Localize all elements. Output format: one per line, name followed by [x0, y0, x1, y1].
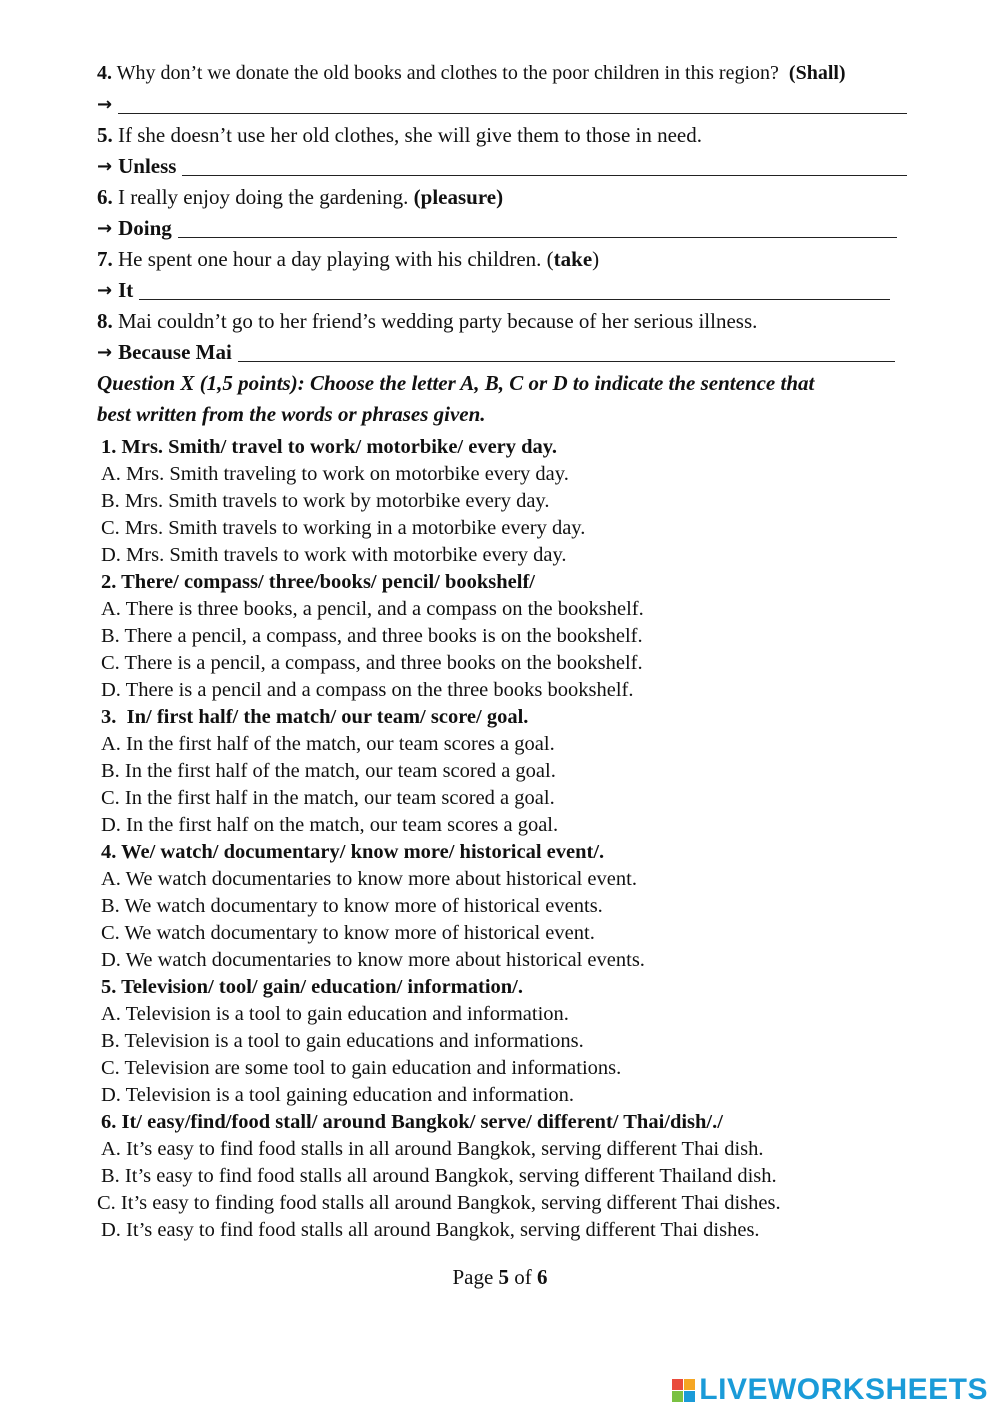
- mc-stem: 3. In/ first half/ the match/ our team/ score/ goal.: [101, 706, 529, 728]
- arrow-icon: →: [97, 218, 113, 239]
- mc-option-d[interactable]: D. In the first half on the match, our team scores a goal.: [101, 814, 559, 836]
- liveworksheets-logo-icon: [672, 1379, 695, 1402]
- mc-option-a[interactable]: A. In the first half of the match, our team scores a goal.: [101, 733, 555, 755]
- page-footer: [0, 1265, 1000, 1290]
- mc-option-b[interactable]: B. Mrs. Smith travels to work by motorbike every day.: [101, 490, 550, 512]
- mc-option-a[interactable]: A. Mrs. Smith traveling to work on motorbike every day.: [101, 463, 569, 485]
- answer-line-6: [97, 213, 897, 244]
- page-label: Page: [452, 1265, 499, 1289]
- mc-question-1: [101, 434, 921, 569]
- answer-lead: Doing: [118, 216, 172, 240]
- item-number: 8.: [97, 309, 113, 333]
- mc-option-d[interactable]: D. There is a pencil and a compass on the three books bookshelf.: [101, 679, 634, 701]
- liveworksheets-brand: [672, 1373, 988, 1407]
- mc-option-d[interactable]: D. We watch documentaries to know more about historical events.: [101, 949, 645, 971]
- mc-stem: 1. Mrs. Smith/ travel to work/ motorbike/ every day.: [101, 436, 558, 458]
- mc-option-c[interactable]: C. There is a pencil, a compass, and three books on the bookshelf.: [101, 652, 643, 674]
- mc-option-d[interactable]: D. It’s easy to find food stalls all around Bangkok, serving different Thai dishes.: [101, 1219, 760, 1241]
- mc-question-3: [101, 704, 921, 839]
- item-text: He spent one hour a day playing with his children. (: [112, 247, 554, 271]
- rewrite-item-4: [97, 58, 907, 89]
- answer-line-8: [97, 337, 895, 368]
- item-text: Mai couldn’t go to her friend’s wedding party because of her serious illness.: [112, 309, 758, 333]
- item-text: If she doesn’t use her old clothes, she will give them to those in need.: [112, 123, 702, 147]
- item-number: 5.: [97, 123, 113, 147]
- item-hint: (pleasure): [413, 185, 504, 209]
- arrow-icon: →: [97, 156, 113, 177]
- mc-option-a[interactable]: A. There is three books, a pencil, and a compass on the bookshelf.: [101, 598, 644, 620]
- mc-option-c[interactable]: C. We watch documentary to know more of historical event.: [101, 922, 595, 944]
- mc-stem: 5. Television/ tool/ gain/ education/ information/.: [101, 976, 524, 998]
- mc-stem: 2. There/ compass/ three/books/ pencil/ bookshelf/: [101, 571, 535, 593]
- mc-question-6: [97, 1109, 921, 1244]
- item-text: I really enjoy doing the gardening.: [112, 185, 409, 209]
- answer-lead: It: [118, 278, 134, 302]
- brand-wordmark: LIVEWORKSHEETS: [699, 1373, 988, 1406]
- answer-blank[interactable]: [178, 237, 897, 238]
- mc-stem: 4. We/ watch/ documentary/ know more/ historical event/.: [101, 841, 605, 863]
- mc-option-c[interactable]: C. In the first half in the match, our team scored a goal.: [101, 787, 555, 809]
- page-of: of: [509, 1265, 538, 1289]
- answer-lead: Unless: [118, 154, 177, 178]
- answer-blank[interactable]: [238, 361, 895, 362]
- mc-option-b[interactable]: B. Television is a tool to gain educations and informations.: [101, 1030, 584, 1052]
- multiple-choice-section: [97, 434, 921, 1244]
- item-text-tail: ): [592, 247, 600, 271]
- answer-blank[interactable]: [182, 175, 907, 176]
- mc-question-2: [101, 569, 921, 704]
- mc-option-d[interactable]: D. Television is a tool gaining education and information.: [101, 1084, 575, 1106]
- question-x-line-2: best written from the words or phrases given.: [97, 402, 486, 426]
- answer-line-5: [97, 151, 907, 182]
- mc-option-b[interactable]: B. We watch documentary to know more of historical events.: [101, 895, 603, 917]
- mc-option-c[interactable]: C. It’s easy to finding food stalls all around Bangkok, serving different Thai dishes.: [97, 1192, 781, 1214]
- page-total: 6: [537, 1265, 548, 1289]
- arrow-icon: →: [97, 280, 113, 301]
- rewrite-item-6: [97, 182, 907, 213]
- item-hint: (Shall): [788, 62, 846, 84]
- mc-option-b[interactable]: B. In the first half of the match, our team scored a goal.: [101, 760, 556, 782]
- mc-option-a[interactable]: A. It’s easy to find food stalls in all around Bangkok, serving different Thai dish.: [101, 1138, 764, 1160]
- item-text: Why don’t we donate the old books and clothes to the poor children in this region?: [112, 62, 779, 84]
- mc-option-c[interactable]: C. Mrs. Smith travels to working in a motorbike every day.: [101, 517, 586, 539]
- question-x-line-1: Question X (1,5 points): Choose the letter A, B, C or D to indicate the sentence that: [97, 371, 815, 395]
- answer-lead: Because Mai: [118, 340, 232, 364]
- mc-option-a[interactable]: A. We watch documentaries to know more about historical event.: [101, 868, 637, 890]
- mc-option-b[interactable]: B. It’s easy to find food stalls all around Bangkok, serving different Thailand dish.: [101, 1165, 777, 1187]
- item-number: 4.: [97, 62, 112, 84]
- mc-option-a[interactable]: A. Television is a tool to gain education and information.: [101, 1003, 569, 1025]
- mc-stem: 6. It/ easy/find/food stall/ around Bangkok/ serve/ different/ Thai/dish/./: [101, 1111, 723, 1133]
- mc-question-4: [101, 839, 921, 974]
- mc-option-b[interactable]: B. There a pencil, a compass, and three books is on the bookshelf.: [101, 625, 643, 647]
- rewrite-item-5: [97, 120, 907, 151]
- item-number: 7.: [97, 247, 113, 271]
- answer-blank[interactable]: [139, 299, 890, 300]
- answer-blank[interactable]: [118, 113, 907, 114]
- mc-option-d[interactable]: D. Mrs. Smith travels to work with motorbike every day.: [101, 544, 567, 566]
- arrow-icon: →: [97, 342, 113, 363]
- rewrite-item-7: [97, 244, 907, 275]
- rewrite-section: [97, 58, 907, 430]
- item-hint: take: [553, 247, 593, 271]
- page-current: 5: [498, 1265, 510, 1289]
- item-number: 6.: [97, 185, 113, 209]
- rewrite-item-8: [97, 306, 907, 337]
- answer-line-4: [97, 89, 907, 120]
- answer-line-7: [97, 275, 890, 306]
- question-x-heading: [97, 368, 907, 430]
- arrow-icon: →: [97, 94, 113, 115]
- mc-option-c[interactable]: C. Television are some tool to gain education and informations.: [101, 1057, 622, 1079]
- mc-question-5: [101, 974, 921, 1109]
